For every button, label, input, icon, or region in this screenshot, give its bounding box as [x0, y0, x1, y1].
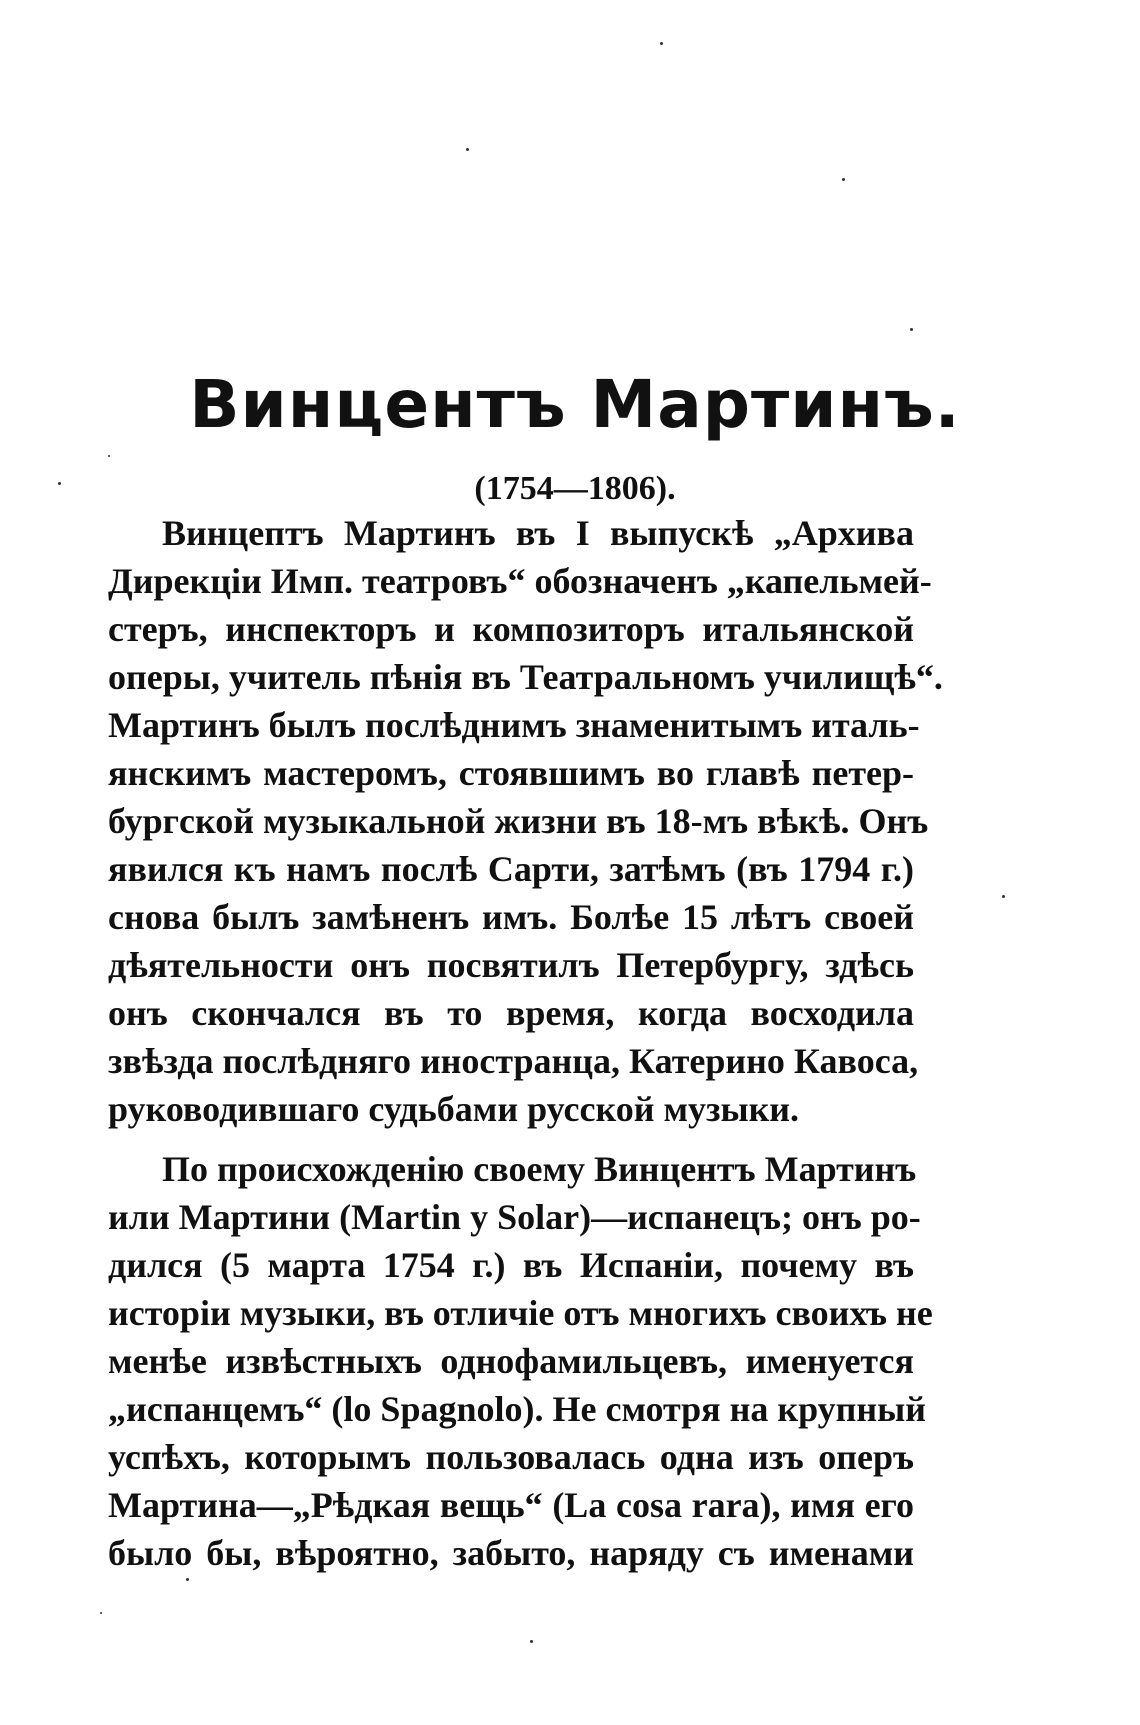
text-line: „испанцемъ“ (lo Spagnolo). Не смотря на крупный	[108, 1389, 926, 1429]
text-line: По происхожденію своему Винцентъ Мартинъ	[162, 1149, 917, 1189]
print-speck	[660, 42, 663, 45]
text-line: успѣхъ, которымъ пользовалась одна изъ оперъ	[108, 1437, 914, 1477]
text-line: руководившаго судьбами русской музыки.	[108, 1089, 800, 1129]
text-line: онъ скончался въ то время, когда восходила	[108, 993, 914, 1033]
print-speck	[1002, 895, 1005, 898]
print-speck	[842, 178, 845, 181]
print-speck	[466, 148, 469, 151]
text-line: Винцептъ Мартинъ въ I выпускѣ „Архива	[162, 513, 914, 553]
text-line: Дирекціи Имп. театровъ“ обозначенъ „капельмей-	[108, 561, 932, 601]
chapter-title: Винцентъ Мартинъ.	[189, 366, 961, 443]
text-line: снова былъ замѣненъ имъ. Болѣе 15 лѣтъ своей	[108, 897, 914, 937]
text-line: бургской музыкальной жизни въ 18-мъ вѣкѣ. Онъ	[108, 801, 929, 841]
text-line: Мартинъ былъ послѣднимъ знаменитымъ италь-	[108, 705, 920, 745]
text-line: стеръ, инспекторъ и композиторъ итальянской	[108, 609, 914, 649]
text-line: янскимъ мастеромъ, стоявшимъ во главѣ петер-	[108, 753, 914, 793]
text-line: исторіи музыки, въ отличіе отъ многихъ своихъ не	[108, 1293, 933, 1333]
print-speck	[100, 1612, 102, 1614]
text-line: было бы, вѣроятно, забыто, наряду съ именами	[108, 1533, 914, 1573]
text-line: явился къ намъ послѣ Сарти, затѣмъ (въ 1794 г.)	[108, 849, 914, 889]
print-speck	[530, 1640, 533, 1643]
text-line: дился (5 марта 1754 г.) въ Испаніи, почему въ	[108, 1245, 914, 1285]
text-line: звѣзда послѣдняго иностранца, Катерино Кавоса,	[108, 1041, 919, 1081]
print-speck	[186, 1578, 189, 1581]
text-line: Мартина—„Рѣдкая вещь“ (La cosa rara), имя его	[108, 1485, 914, 1525]
text-line: или Мартини (Martin y Solar)—испанецъ; онъ ро-	[108, 1197, 921, 1237]
text-line: дѣятельности онъ посвятилъ Петербургу, здѣсь	[108, 945, 914, 985]
text-line: оперы, учитель пѣнія въ Театральномъ училищѣ“.	[108, 657, 943, 697]
print-speck	[910, 328, 913, 331]
text-line: менѣе извѣстныхъ однофамильцевъ, именуется	[108, 1341, 914, 1381]
life-dates: (1754—1806).	[474, 470, 676, 507]
print-speck	[108, 455, 110, 457]
